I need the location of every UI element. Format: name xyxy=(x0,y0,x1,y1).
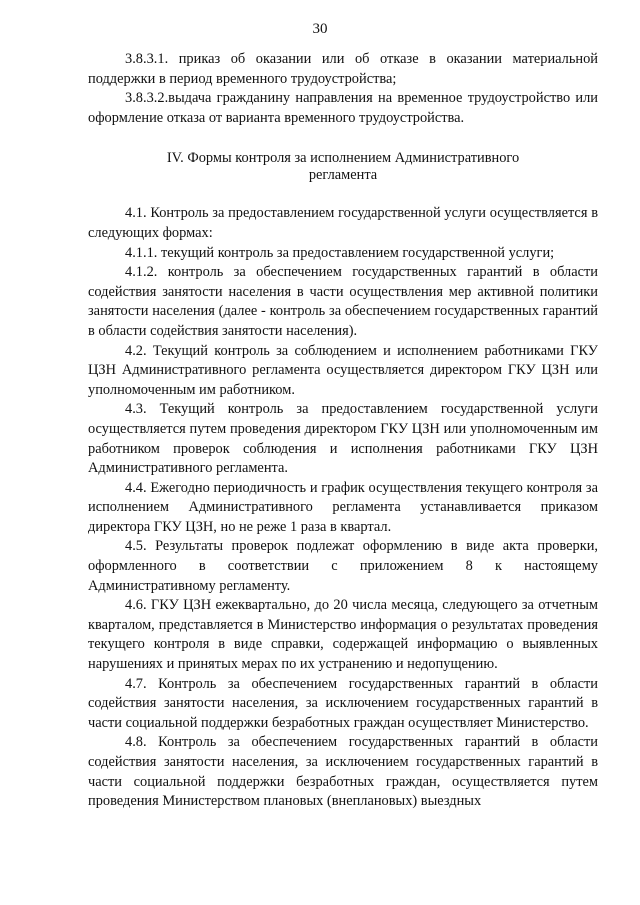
paragraph-4-2: 4.2. Текущий контроль за соблюдением и исполнением работниками ГКУ ЦЗН Административного регламента осуществляется директором ГКУ ЦЗН или уполномоченным им работником. xyxy=(88,342,598,398)
paragraph-4-1-2: 4.1.2. контроль за обеспечением государственных гарантий в области содействия занятости населения в части осуществления мер активной политики занятости населения (далее - контроль за обеспечением государственных гарантий в области содействия занятости населения). xyxy=(88,264,598,339)
section-heading-line-2: регламента xyxy=(308,167,378,184)
paragraph-4-7: 4.7. Контроль за обеспечением государственных гарантий в области содействия занятости населения, за исключением государственных гарантий в части социальной поддержки безработных граждан осуществляет Министерство. xyxy=(88,675,598,731)
page-number: 30 xyxy=(312,21,328,37)
paragraph-3-8-3-2: 3.8.3.2.выдача гражданину направления на временное трудоустройство или оформление отказа от варианта временного трудоустройства. xyxy=(88,90,598,126)
paragraph-3-8-3-1: 3.8.3.1. приказ об оказании или об отказе в оказании материальной поддержки в период временного трудоустройства; xyxy=(88,51,598,87)
paragraph-4-6: 4.6. ГКУ ЦЗН ежеквартально, до 20 числа месяца, следующего за отчетным кварталом, представляется в Министерство информация о результатах проведения текущего контроля в виде справки, содержащей информацию о выявленных нарушениях и принятых мерах по их устранению и недопущению. xyxy=(88,597,598,673)
section-heading-line-1: IV. Формы контроля за исполнением Административного xyxy=(166,150,520,167)
paragraph-4-1-1: 4.1.1. текущий контроль за предоставлением государственной услуги; xyxy=(125,244,555,261)
paragraph-4-5: 4.5. Результаты проверок подлежат оформлению в виде акта проверки, оформленного в соответствии с приложением 8 к настоящему Административному регламенту. xyxy=(88,538,598,594)
section-heading xyxy=(88,150,598,184)
paragraph-4-4: 4.4. Ежегодно периодичность и график осуществления текущего контроля за исполнением Административного регламента устанавливается приказом директора ГКУ ЦЗН, но не реже 1 раза в квартал. xyxy=(88,479,598,535)
paragraph-4-3: 4.3. Текущий контроль за предоставлением государственной услуги осуществляется путем проведения директором ГКУ ЦЗН или уполномоченным им работником проверок соблюдения и исполнения работниками ГКУ ЦЗН Административного регламента. xyxy=(88,401,598,477)
paragraph-4-1: 4.1. Контроль за предоставлением государственной услуги осуществляется в следующих формах: xyxy=(88,205,598,241)
paragraph-4-8: 4.8. Контроль за обеспечением государственных гарантий в области содействия занятости населения, за исключением государственных гарантий в части социальной поддержки безработных граждан, осуществляется путем проведения Министерством плановых (внеплановых) выездных xyxy=(88,734,598,810)
document-body xyxy=(88,50,598,812)
